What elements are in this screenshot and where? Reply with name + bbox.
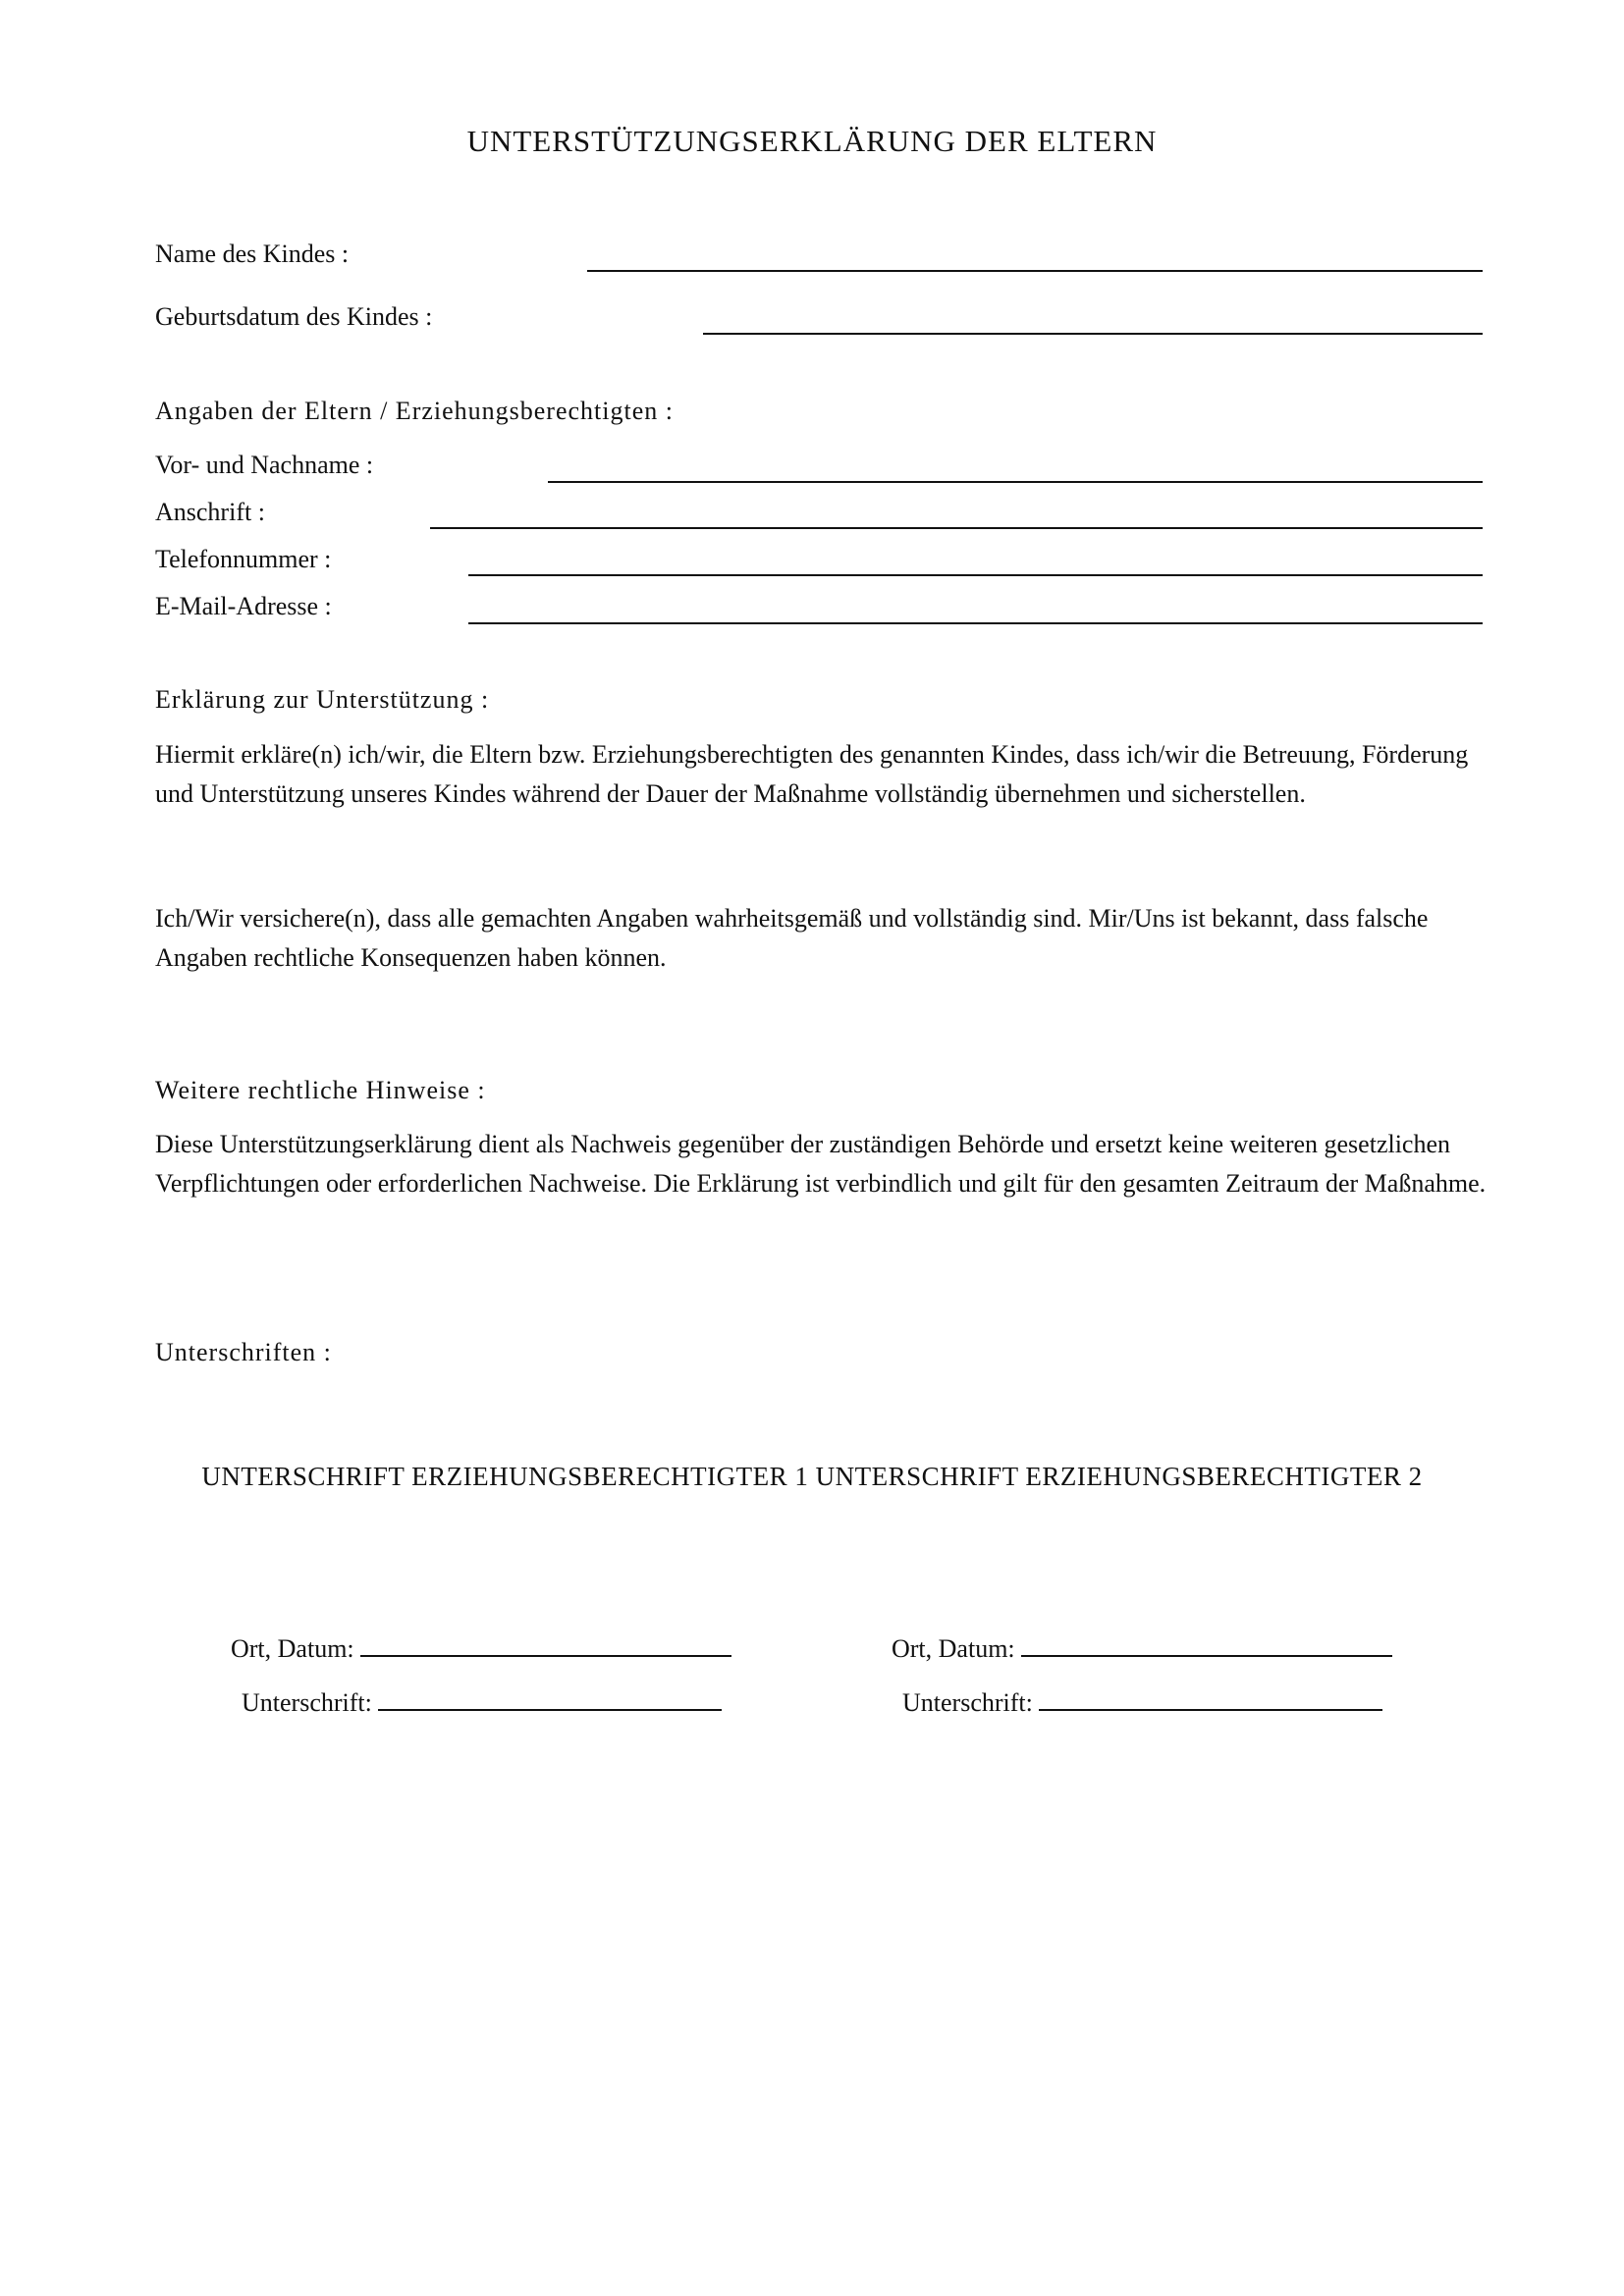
legal-paragraph bbox=[155, 1125, 1490, 1203]
signature-columns-heading: UNTERSCHRIFT ERZIEHUNGSBERECHTIGTER 1 UNTERSCHRIFT ERZIEHUNGSBERECHTIGTER 2 bbox=[201, 1462, 1423, 1491]
guardian2-place-date-label: Ort, Datum: bbox=[892, 1634, 1015, 1663]
guardian2-signature-label: Unterschrift: bbox=[902, 1688, 1033, 1717]
parent-address-label: Anschrift : bbox=[155, 498, 265, 526]
parent-phone-label: Telefonnummer : bbox=[155, 545, 332, 573]
parent-email-label: E-Mail-Adresse : bbox=[155, 592, 332, 620]
declaration-paragraph-1 bbox=[155, 735, 1490, 814]
guardian1-signature-field[interactable] bbox=[378, 1689, 722, 1711]
declaration-text-2: Ich/Wir versichere(n), dass alle gemachten Angaben wahrheitsgemäß und vollständig sind. Mir/Uns ist bekannt, dass falsche Angaben rechtliche Konsequenzen haben können. bbox=[155, 904, 1429, 972]
declaration-heading: Erklärung zur Unterstützung : bbox=[155, 685, 490, 714]
guardian2-signature-field[interactable] bbox=[1039, 1689, 1382, 1711]
parents-heading: Angaben der Eltern / Erziehungsberechtigten : bbox=[155, 397, 674, 425]
guardian1-signature bbox=[242, 1689, 722, 1716]
parent-email-field[interactable] bbox=[468, 622, 1483, 624]
guardian1-signature-label: Unterschrift: bbox=[242, 1688, 372, 1717]
guardian1-place-date bbox=[231, 1635, 731, 1662]
guardian1-place-date-field[interactable] bbox=[360, 1635, 731, 1657]
guardian2-place-date-field[interactable] bbox=[1021, 1635, 1392, 1657]
declaration-text-1: Hiermit erkläre(n) ich/wir, die Eltern bzw. Erziehungsberechtigten des genannten Kindes, dass ich/wir die Betreuung, Förderung und Unterstützung unseres Kindes während der Dauer der Maßnahme vollständig übernehmen und sicherstellen. bbox=[155, 740, 1469, 808]
legal-text: Diese Unterstützungserklärung dient als Nachweis gegenüber der zuständigen Behörde und ersetzt keine weiteren gesetzlichen Verpflichtungen oder erforderlichen Nachweise. Die Erklärung ist verbindlich und gilt für den gesamten Zeitraum der Maßnahme. bbox=[155, 1130, 1487, 1198]
parent-address-field[interactable] bbox=[430, 527, 1483, 529]
parent-phone-field[interactable] bbox=[468, 574, 1483, 576]
guardian2-signature bbox=[902, 1689, 1382, 1716]
document-title: UNTERSTÜTZUNGSERKLÄRUNG DER ELTERN bbox=[466, 124, 1158, 158]
parent-fullname-label: Vor- und Nachname : bbox=[155, 451, 374, 479]
declaration-paragraph-2 bbox=[155, 899, 1490, 978]
child-birthdate-field[interactable] bbox=[703, 333, 1483, 335]
legal-heading: Weitere rechtliche Hinweise : bbox=[155, 1076, 486, 1104]
child-birthdate-label: Geburtsdatum des Kindes : bbox=[155, 302, 433, 331]
guardian1-place-date-label: Ort, Datum: bbox=[231, 1634, 354, 1663]
parent-fullname-field[interactable] bbox=[548, 481, 1483, 483]
guardian2-place-date bbox=[892, 1635, 1392, 1662]
child-name-field[interactable] bbox=[587, 270, 1483, 272]
signatures-heading: Unterschriften : bbox=[155, 1338, 332, 1366]
child-name-label: Name des Kindes : bbox=[155, 240, 350, 268]
